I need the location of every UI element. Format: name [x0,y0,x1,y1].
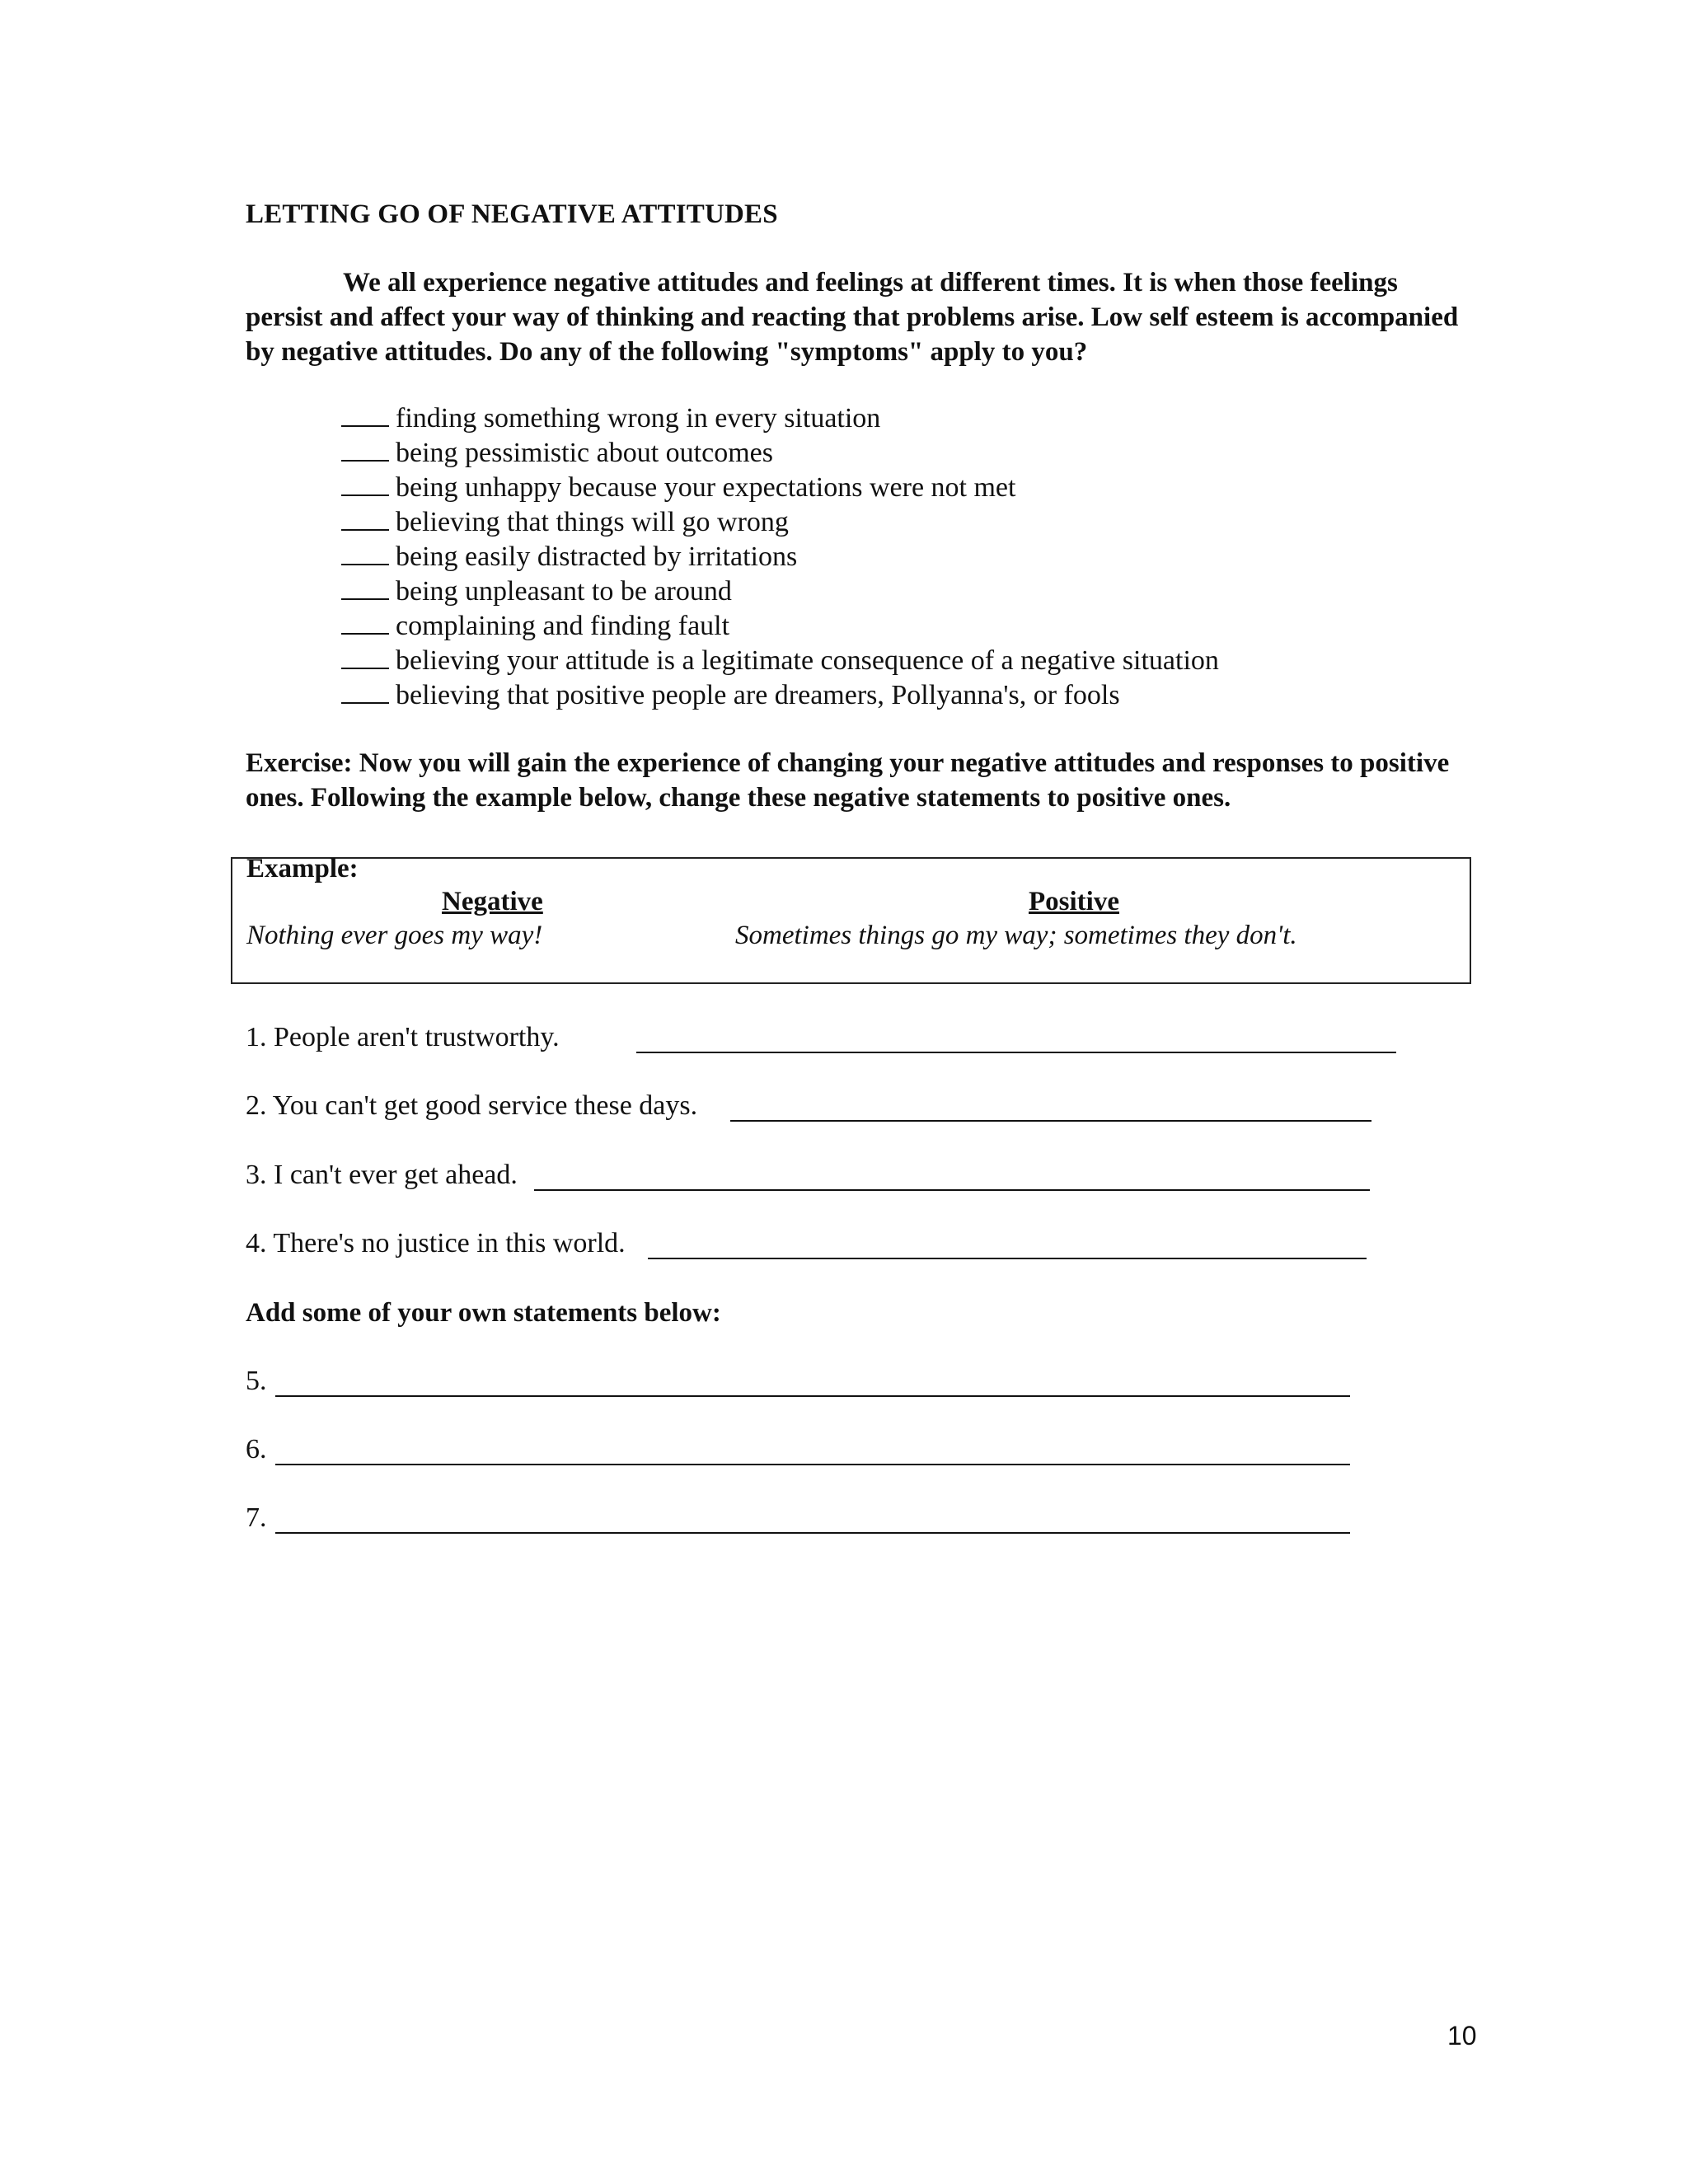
example-label: Example: [246,854,359,883]
symptom-item[interactable]: being unpleasant to be around [341,574,1219,609]
answer-line-1[interactable] [636,1052,1396,1053]
checkbox-blank[interactable] [341,528,389,531]
checkbox-blank[interactable] [341,701,389,704]
symptom-item[interactable]: believing that positive people are dreamers, Pollyanna's, or fools [341,678,1219,713]
statement-4: 4. There's no justice in this world. [246,1228,626,1258]
symptom-item[interactable]: finding something wrong in every situation [341,401,1219,436]
symptom-item[interactable]: being easily distracted by irritations [341,540,1219,574]
checkbox-blank[interactable] [341,563,389,565]
own-statements-heading: Add some of your own statements below: [246,1298,721,1328]
positive-heading: Positive [1029,887,1119,916]
own-statement-6-number: 6. [246,1434,267,1465]
symptom-item[interactable]: believing your attitude is a legitimate consequence of a negative situation [341,644,1219,678]
statement-3: 3. I can't ever get ahead. [246,1160,518,1190]
checkbox-blank[interactable] [341,598,389,600]
example-positive-text: Sometimes things go my way; sometimes they don't. [735,921,1297,950]
own-line-6[interactable] [275,1464,1350,1465]
symptom-item[interactable]: complaining and finding fault [341,609,1219,644]
example-box [231,854,1471,984]
checkbox-blank[interactable] [341,667,389,669]
page-number: 10 [1447,2021,1477,2050]
answer-line-4[interactable] [648,1258,1367,1259]
symptom-item[interactable]: believing that things will go wrong [341,505,1219,540]
statement-2: 2. You can't get good service these days. [246,1090,698,1121]
own-statement-7-number: 7. [246,1502,267,1533]
checkbox-blank[interactable] [341,459,389,462]
checkbox-blank[interactable] [341,632,389,635]
symptom-checklist [341,401,1219,713]
example-negative-text: Nothing ever goes my way! [246,921,543,950]
answer-line-2[interactable] [730,1120,1372,1122]
checkbox-blank[interactable] [341,494,389,496]
negative-heading: Negative [442,887,543,916]
statement-1: 1. People aren't trustworthy. [246,1022,560,1052]
answer-line-3[interactable] [534,1189,1370,1191]
checkbox-blank[interactable] [341,424,389,427]
own-line-5[interactable] [275,1395,1350,1397]
symptom-item[interactable]: being unhappy because your expectations were not met [341,471,1219,505]
own-line-7[interactable] [275,1532,1350,1534]
page-title: LETTING GO OF NEGATIVE ATTITUDES [246,199,778,229]
own-statement-5-number: 5. [246,1366,267,1396]
intro-paragraph: We all experience negative attitudes and feelings at different times. It is when those feelings persist and affect your way of thinking and reacting that problems arise. Low self esteem is accompanied by negative attitudes. Do any of the following "symptoms" apply to you? [246,268,1459,367]
symptom-item[interactable]: being pessimistic about outcomes [341,436,1219,471]
exercise-instructions: Exercise: Now you will gain the experience of changing your negative attitudes and responses to positive ones. Following the example below, change these negative statements to positive ones. [246,748,1450,813]
